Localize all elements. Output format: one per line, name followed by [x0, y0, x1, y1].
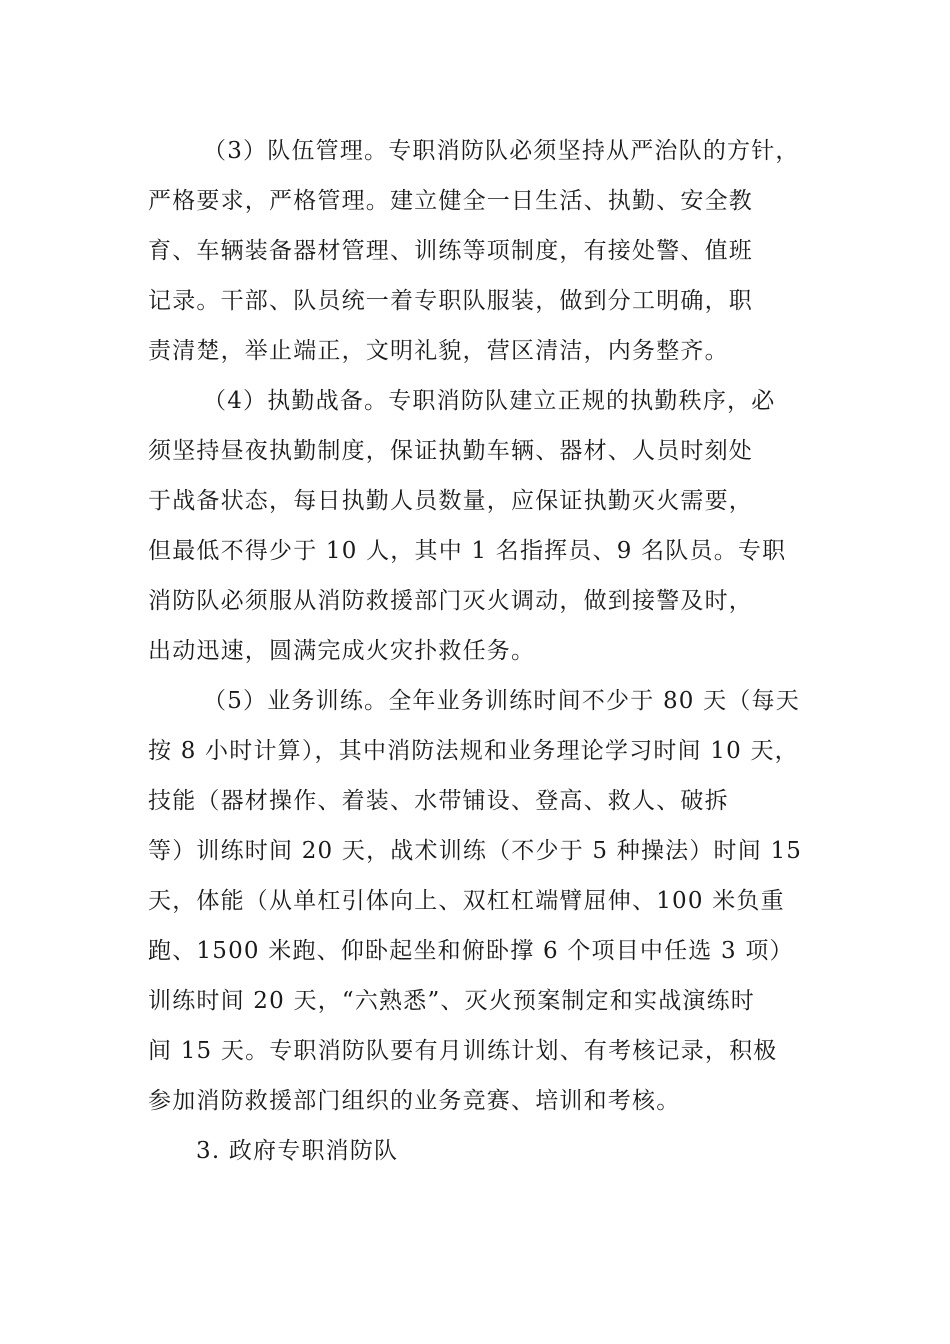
paragraph-4-line-4: 但最低不得少于 10 人，其中 1 名指挥员、9 名队员。专职 [148, 538, 787, 564]
paragraph-5-line-6: 跑、1500 米跑、仰卧起坐和俯卧撑 6 个项目中任选 3 项） [148, 938, 794, 964]
paragraph-4-line-1: （4）执勤战备。专职消防队建立正规的执勤秩序，必 [203, 388, 776, 414]
paragraph-5-line-1: （5）业务训练。全年业务训练时间不少于 80 天（每天 [203, 688, 800, 714]
paragraph-5-line-8: 间 15 天。专职消防队要有月训练计划、有考核记录，积极 [148, 1038, 778, 1064]
paragraph-4-line-6: 出动迅速，圆满完成火灾扑救任务。 [148, 638, 536, 664]
paragraph-3-line-5: 责清楚，举止端正，文明礼貌，营区清洁，内务整齐。 [148, 338, 729, 364]
paragraph-3-line-3: 育、车辆装备器材管理、训练等项制度，有接处警、值班 [148, 238, 753, 264]
paragraph-5-line-3: 技能（器材操作、着装、水带铺设、登高、救人、破拆 [148, 788, 729, 814]
paragraph-5-line-4: 等）训练时间 20 天，战术训练（不少于 5 种操法）时间 15 [148, 838, 803, 864]
paragraph-4-line-3: 于战备状态，每日执勤人员数量，应保证执勤灭火需要， [148, 488, 753, 514]
paragraph-4-line-5: 消防队必须服从消防救援部门灭火调动，做到接警及时， [148, 588, 753, 614]
paragraph-5-line-9: 参加消防救援部门组织的业务竞赛、培训和考核。 [148, 1088, 681, 1114]
paragraph-5-line-2: 按 8 小时计算），其中消防法规和业务理论学习时间 10 天， [148, 738, 799, 764]
paragraph-3-line-2: 严格要求，严格管理。建立健全一日生活、执勤、安全教 [148, 188, 753, 214]
paragraph-3-line-4: 记录。干部、队员统一着专职队服装，做到分工明确，职 [148, 288, 753, 314]
paragraph-3-line-1: （3）队伍管理。专职消防队必须坚持从严治队的方针， [203, 138, 800, 164]
section-heading: 3. 政府专职消防队 [196, 1138, 399, 1164]
paragraph-5-line-5: 天，体能（从单杠引体向上、双杠杠端臂屈伸、100 米负重 [148, 888, 785, 914]
paragraph-5-line-7: 训练时间 20 天，“六熟悉”、灭火预案制定和实战演练时 [148, 988, 756, 1014]
paragraph-4-line-2: 须坚持昼夜执勤制度，保证执勤车辆、器材、人员时刻处 [148, 438, 753, 464]
